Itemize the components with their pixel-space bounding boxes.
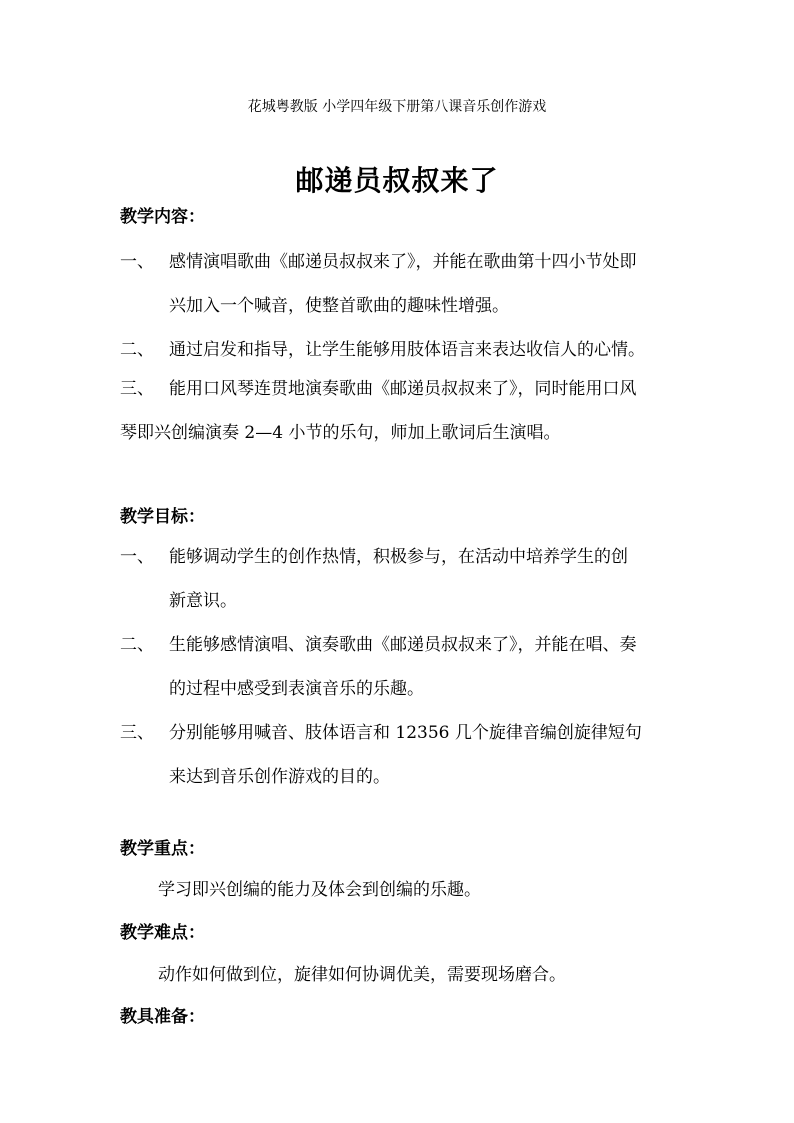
content-item-3-line-1: 能用口风琴连贯地演奏歌曲《邮递员叔叔来了》，同时能用口风 [169, 379, 637, 399]
content-heading: 教学内容： [120, 207, 205, 227]
content-item-3-line-2: 琴即兴创编演奏 2—4 小节的乐句，师加上歌词后生演唱。 [120, 423, 561, 443]
goal-item-1-number: 一、 [120, 547, 154, 567]
key-points-heading: 教学重点： [120, 839, 205, 859]
goals-heading: 教学目标： [120, 507, 205, 527]
content-item-1-line-2: 兴加入一个喊音，使整首歌曲的趣味性增强。 [169, 296, 509, 316]
document-title: 邮递员叔叔来了 [295, 164, 499, 197]
goal-item-2-line-2: 的过程中感受到表演音乐的乐趣。 [169, 679, 424, 699]
materials-heading: 教具准备： [120, 1007, 205, 1027]
content-item-1-number: 一、 [120, 252, 154, 272]
difficulties-heading: 教学难点： [120, 923, 205, 943]
goal-item-1-line-1: 能够调动学生的创作热情，积极参与，在活动中培养学生的创 [169, 547, 628, 567]
goal-item-3-line-2: 来达到音乐创作游戏的目的。 [169, 767, 390, 787]
goal-item-1-line-2: 新意识。 [169, 591, 237, 611]
content-item-1-line-1: 感情演唱歌曲《邮递员叔叔来了》，并能在歌曲第十四小节处即 [169, 252, 637, 272]
content-item-3-number: 三、 [120, 379, 154, 399]
document-subtitle: 花城粤教版 小学四年级下册第八课音乐创作游戏 [247, 99, 547, 115]
goal-item-2-line-1: 生能够感情演唱、演奏歌曲《邮递员叔叔来了》，并能在唱、奏 [169, 635, 637, 655]
goal-item-3-line-1: 分别能够用喊音、肢体语言和 12356 几个旋律音编创旋律短句 [169, 723, 642, 743]
key-points-text: 学习即兴创编的能力及体会到创编的乐趣。 [158, 880, 481, 900]
content-item-2-number: 二、 [120, 340, 154, 360]
content-item-2-line-1: 通过启发和指导，让学生能够用肢体语言来表达收信人的心情。 [169, 340, 645, 360]
goal-item-2-number: 二、 [120, 635, 154, 655]
difficulties-text: 动作如何做到位，旋律如何协调优美，需要现场磨合。 [158, 965, 566, 985]
goal-item-3-number: 三、 [120, 723, 154, 743]
